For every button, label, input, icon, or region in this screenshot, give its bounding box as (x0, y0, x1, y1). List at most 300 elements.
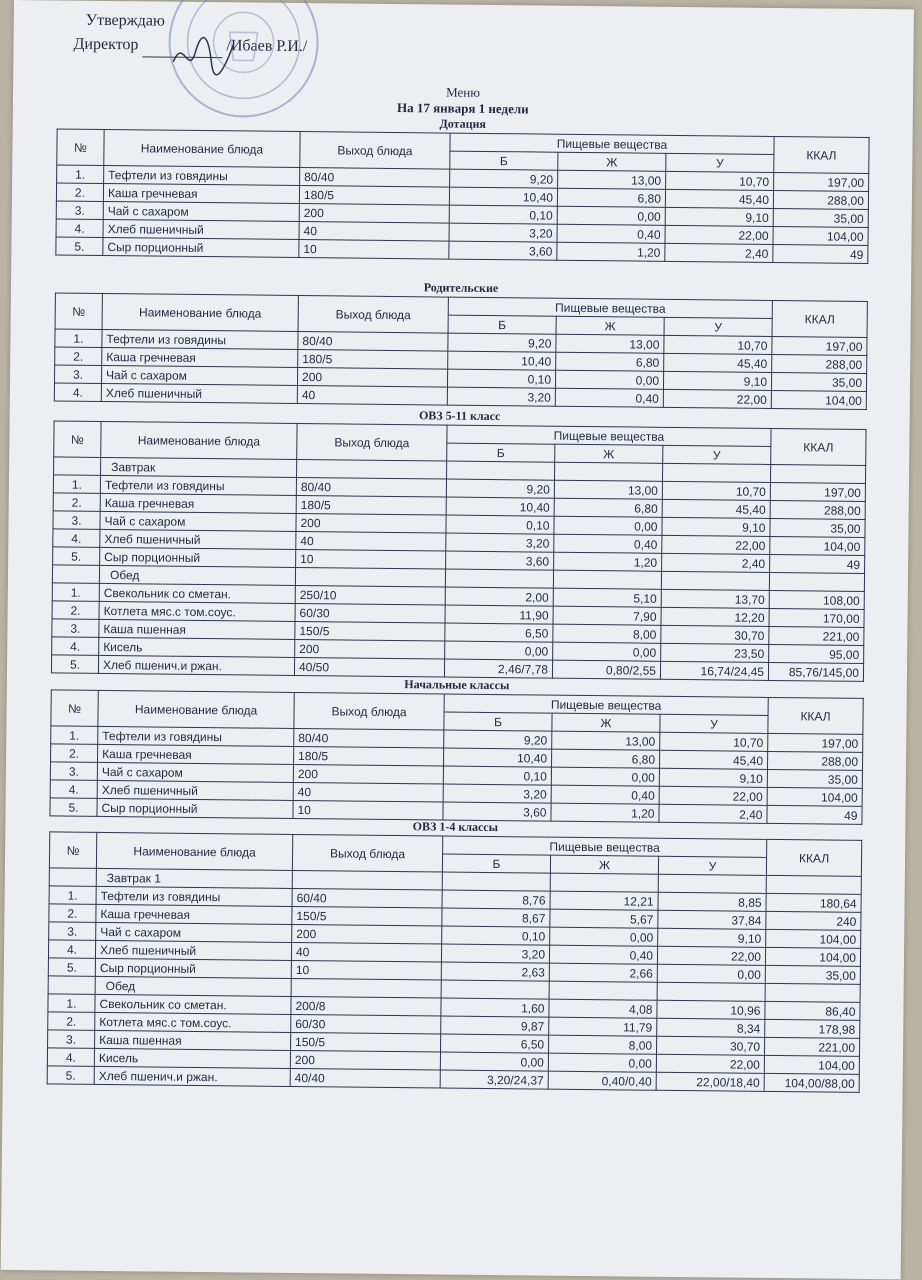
menu-table (55, 128, 869, 264)
section-title: Дотация (439, 116, 487, 131)
protein-value: 10,40 (448, 351, 556, 370)
dish-output: 80/40 (298, 331, 448, 351)
fat-value: 13,00 (558, 170, 666, 189)
section-title: ОВЗ 5-11 класс (418, 408, 501, 424)
protein-value: 2,63 (441, 962, 549, 981)
column-header-num: № (55, 293, 102, 329)
row-number: 2. (52, 601, 99, 619)
protein-value: 9,20 (444, 730, 552, 749)
fat-value: 0,40 (554, 534, 662, 553)
column-header-nutrients: Пищевые вещества (444, 694, 768, 715)
fat-value: 0,00 (551, 767, 659, 786)
row-number: 5. (53, 547, 100, 565)
protein-value: 2,46/7,78 (444, 659, 552, 678)
protein-value: 11,90 (445, 605, 553, 624)
dish-name: Тефтели из говядины (100, 475, 296, 495)
carb-value: 37,84 (658, 910, 766, 929)
protein-value: 0,10 (447, 369, 555, 388)
kcal-value: 288,00 (772, 354, 867, 373)
kcal-value: 104,00 (767, 787, 862, 806)
dish-output: 150/5 (291, 1032, 441, 1052)
carb-value: 10,70 (662, 481, 770, 500)
dish-output: 150/5 (292, 906, 442, 926)
column-header-output: Выход блюда (297, 423, 447, 461)
column-header-zh: Ж (556, 316, 664, 335)
dish-output: 60/30 (295, 603, 445, 623)
protein-value: 2,00 (445, 587, 553, 606)
row-number: 3. (50, 762, 97, 780)
dish-name: Каша пшенная (99, 619, 295, 639)
dish-name: Сыр порционный (95, 958, 291, 978)
empty-cell (658, 874, 766, 893)
carb-value: 45,40 (664, 353, 772, 372)
dish-name: Каша гречневая (96, 904, 292, 924)
carb-value: 9,10 (659, 768, 767, 787)
fat-value: 12,21 (550, 891, 658, 910)
column-header-name: Наименование блюда (101, 421, 297, 459)
protein-value: 8,76 (442, 890, 550, 909)
kcal-value: 35,00 (773, 208, 868, 227)
protein-value: 3,20 (446, 533, 554, 552)
dish-name: Кисель (94, 1048, 290, 1068)
column-header-u: У (666, 153, 774, 172)
dish-output: 10 (296, 549, 446, 569)
dish-name: Котлета мяс.с том.соус. (95, 1012, 291, 1032)
column-header-u: У (658, 856, 766, 875)
empty-cell (295, 567, 445, 587)
dish-output: 10 (291, 960, 441, 980)
empty-cell (662, 463, 770, 482)
column-header-output: Выход блюда (300, 132, 450, 170)
dish-name: Каша пшенная (95, 1030, 291, 1050)
protein-value: 10,40 (444, 748, 552, 767)
dish-name: Сыр порционный (100, 547, 296, 567)
row-number: 2. (48, 1012, 95, 1030)
row-number: 2. (53, 493, 100, 511)
dish-name: Хлеб пшеничный (103, 219, 299, 239)
carb-value: 30,70 (661, 625, 769, 644)
column-header-b: Б (444, 712, 552, 731)
dish-output: 60/30 (291, 1014, 441, 1034)
fat-value: 4,08 (549, 999, 657, 1018)
protein-value: 3,20 (443, 784, 551, 803)
kcal-value: 170,00 (769, 608, 864, 627)
carb-value: 30,70 (656, 1036, 764, 1055)
kcal-value: 197,00 (770, 482, 865, 501)
protein-value: 3,60 (446, 551, 554, 570)
signature-scribble (163, 32, 244, 83)
kcal-value: 104,00 (773, 226, 868, 245)
carb-value: 12,20 (661, 607, 769, 626)
dish-output: 180/5 (298, 349, 448, 369)
carb-value: 16,74/24,45 (660, 661, 768, 680)
kcal-value: 104,00 (764, 1055, 859, 1074)
column-header-output: Выход блюда (292, 834, 442, 872)
menu-table (54, 292, 868, 410)
dish-name: Хлеб пшеничный (101, 383, 297, 403)
dish-name: Хлеб пшенич.и ржан. (98, 655, 294, 675)
kcal-value: 104,00 (770, 536, 865, 555)
column-header-output: Выход блюда (298, 295, 448, 333)
column-header-kcal: ККАЛ (771, 428, 866, 465)
row-number: 2. (51, 744, 98, 762)
dish-output: 80/40 (300, 168, 450, 188)
empty-cell (291, 978, 441, 998)
column-header-kcal: ККАЛ (766, 839, 861, 876)
dish-name: Каша гречневая (102, 347, 298, 367)
section-title: ОВЗ 1-4 классы (412, 819, 499, 835)
empty-cell (445, 569, 553, 588)
row-number: 4. (56, 219, 103, 237)
row-number: 3. (48, 1030, 95, 1048)
fat-value: 6,80 (556, 352, 664, 371)
row-number: 4. (52, 637, 99, 655)
meal-subheader: Завтрак (101, 457, 297, 477)
carb-value: 8,85 (658, 892, 766, 911)
carb-value: 10,70 (664, 335, 772, 354)
empty-cell (555, 462, 663, 481)
carb-value: 10,70 (666, 171, 774, 190)
fat-value: 6,80 (551, 749, 659, 768)
empty-cell (549, 981, 657, 1000)
carb-value: 9,10 (658, 928, 766, 947)
empty-cell (766, 875, 861, 894)
column-header-zh: Ж (555, 444, 663, 463)
row-number: 5. (56, 237, 103, 255)
fat-value: 0,40 (555, 388, 663, 407)
row-number: 4. (53, 529, 100, 547)
dish-name: Кисель (99, 637, 295, 657)
fat-value: 6,80 (557, 188, 665, 207)
dish-name: Хлеб пшеничный (100, 529, 296, 549)
meal-subheader: Обед (99, 565, 295, 585)
column-header-output: Выход блюда (294, 692, 444, 730)
kcal-value: 35,00 (767, 769, 862, 788)
dish-name: Хлеб пшенич.и ржан. (94, 1066, 290, 1086)
dish-output: 180/5 (294, 746, 444, 766)
fat-value: 0,40/0,40 (548, 1071, 656, 1090)
dish-output: 200 (297, 367, 447, 387)
column-header-name: Наименование блюда (102, 293, 298, 331)
kcal-value: 221,00 (764, 1037, 859, 1056)
row-number: 3. (52, 619, 99, 637)
column-header-kcal: ККАЛ (772, 300, 867, 337)
dish-output: 200/8 (291, 996, 441, 1016)
fat-value: 0,80/2,55 (552, 660, 660, 679)
fat-value: 8,00 (553, 624, 661, 643)
kcal-value: 178,98 (765, 1019, 860, 1038)
protein-value: 3,60 (449, 241, 557, 260)
dish-name: Свекольник со сметан. (95, 994, 291, 1014)
kcal-value: 49 (770, 554, 865, 573)
column-header-nutrients: Пищевые вещества (443, 836, 767, 857)
dish-output: 200 (299, 203, 449, 223)
dish-output: 10 (293, 800, 443, 820)
dish-name: Хлеб пшеничный (97, 780, 293, 800)
fat-value: 1,20 (554, 552, 662, 571)
column-header-zh: Ж (558, 152, 666, 171)
carb-value: 2,40 (662, 553, 770, 572)
dish-output: 40 (299, 221, 449, 241)
column-header-u: У (663, 445, 771, 464)
menu-title: Меню (446, 84, 481, 100)
empty-cell (297, 459, 447, 479)
approve-label: Утверждаю (85, 11, 166, 30)
row-number: 1. (51, 726, 98, 744)
dish-name: Каша гречневая (98, 744, 294, 764)
protein-value: 0,10 (443, 766, 551, 785)
kcal-value: 288,00 (773, 190, 868, 209)
carb-value: 22,00/18,40 (656, 1072, 764, 1091)
dish-output: 180/5 (296, 495, 446, 515)
carb-value: 22,00 (665, 225, 773, 244)
menu-table (49, 689, 863, 825)
carb-value: 8,34 (657, 1018, 765, 1037)
protein-value: 3,20/24,37 (440, 1070, 548, 1089)
carb-value: 2,40 (659, 804, 767, 823)
carb-value: 22,00 (657, 946, 765, 965)
kcal-value: 35,00 (771, 372, 866, 391)
fat-value: 13,00 (554, 480, 662, 499)
row-number: 3. (49, 922, 96, 940)
carb-value: 9,10 (662, 517, 770, 536)
protein-value: 0,10 (449, 205, 557, 224)
dish-output: 150/5 (295, 621, 445, 641)
fat-value: 0,00 (557, 206, 665, 225)
protein-value: 1,60 (441, 998, 549, 1017)
kcal-value: 49 (767, 805, 862, 824)
protein-value: 0,00 (445, 641, 553, 660)
kcal-value: 180,64 (766, 893, 861, 912)
dish-output: 60/40 (292, 888, 442, 908)
dish-name: Чай с сахаром (100, 511, 296, 531)
row-number: 3. (56, 201, 103, 219)
dish-name: Тефтели из говядины (102, 329, 298, 349)
carb-value: 2,40 (665, 243, 773, 262)
carb-value: 45,40 (665, 189, 773, 208)
column-header-name: Наименование блюда (98, 690, 294, 728)
dish-output: 200 (290, 1050, 440, 1070)
protein-value: 3,20 (447, 387, 555, 406)
fat-value: 11,79 (549, 1017, 657, 1036)
dish-name: Свекольник со сметан. (99, 583, 295, 603)
protein-value: 10,40 (449, 187, 557, 206)
dish-output: 250/10 (295, 585, 445, 605)
empty-cell (769, 572, 864, 591)
carb-value: 9,10 (663, 371, 771, 390)
meal-subheader: Завтрак 1 (96, 868, 292, 888)
dish-output: 10 (299, 239, 449, 259)
kcal-value: 288,00 (770, 500, 865, 519)
row-number: 2. (49, 904, 96, 922)
carb-value: 0,00 (657, 964, 765, 983)
fat-value: 0,40 (551, 785, 659, 804)
document-page (1, 0, 914, 1279)
row-number: 1. (57, 165, 104, 183)
column-header-num: № (51, 690, 98, 726)
column-header-nutrients: Пищевые вещества (450, 133, 774, 154)
empty-cell (765, 983, 860, 1002)
fat-value: 0,40 (549, 945, 657, 964)
row-number: 4. (54, 383, 101, 401)
dish-name: Сыр порционный (103, 237, 299, 257)
kcal-value: 95,00 (769, 644, 864, 663)
dish-output: 200 (296, 513, 446, 533)
row-number: 1. (53, 475, 100, 493)
column-header-kcal: ККАЛ (774, 136, 869, 173)
kcal-value: 108,00 (769, 590, 864, 609)
kcal-value: 86,40 (765, 1001, 860, 1020)
fat-value: 13,00 (556, 334, 664, 353)
carb-value: 10,70 (660, 732, 768, 751)
carb-value: 22,00 (662, 535, 770, 554)
column-header-nutrients: Пищевые вещества (448, 297, 772, 318)
dish-output: 200 (293, 764, 443, 784)
director-label: Директор (73, 35, 139, 54)
column-header-b: Б (442, 854, 550, 873)
empty-cell (292, 870, 442, 890)
fat-value: 5,10 (553, 588, 661, 607)
protein-value: 6,50 (445, 623, 553, 642)
column-header-zh: Ж (550, 855, 658, 874)
fat-value: 5,67 (550, 909, 658, 928)
column-header-b: Б (448, 315, 556, 334)
dish-name: Тефтели из говядины (104, 165, 300, 185)
dish-output: 40 (291, 942, 441, 962)
protein-value: 9,20 (450, 169, 558, 188)
protein-value: 0,10 (446, 515, 554, 534)
row-number: 4. (47, 1048, 94, 1066)
protein-value: 3,20 (441, 944, 549, 963)
protein-value: 8,67 (442, 908, 550, 927)
column-header-name: Наименование блюда (104, 129, 300, 167)
dish-output: 200 (295, 639, 445, 659)
row-number (54, 457, 101, 475)
kcal-value: 85,76/145,00 (768, 662, 863, 681)
protein-value: 9,20 (446, 479, 554, 498)
section-title: Родительские (423, 280, 499, 296)
fat-value: 0,00 (550, 927, 658, 946)
dish-output: 40/40 (290, 1068, 440, 1088)
dish-name: Чай с сахаром (103, 201, 299, 221)
kcal-value: 197,00 (772, 336, 867, 355)
column-header-name: Наименование блюда (96, 832, 292, 870)
row-number (52, 565, 99, 583)
protein-value: 6,50 (441, 1034, 549, 1053)
column-header-u: У (664, 317, 772, 336)
column-header-num: № (49, 832, 96, 868)
row-number: 1. (49, 886, 96, 904)
protein-value: 0,10 (442, 926, 550, 945)
column-header-num: № (57, 129, 104, 165)
meal-subheader: Обед (95, 976, 291, 996)
row-number: 5. (48, 958, 95, 976)
fat-value: 13,00 (552, 731, 660, 750)
row-number: 3. (54, 365, 101, 383)
column-header-u: У (660, 714, 768, 733)
empty-cell (441, 980, 549, 999)
carb-value: 9,10 (665, 207, 773, 226)
fat-value: 6,80 (554, 498, 662, 517)
row-number: 4. (48, 940, 95, 958)
empty-cell (661, 571, 769, 590)
dish-output: 40 (296, 531, 446, 551)
fat-value: 0,40 (557, 224, 665, 243)
protein-value: 9,87 (441, 1016, 549, 1035)
kcal-value: 35,00 (770, 518, 865, 537)
empty-cell (442, 872, 550, 891)
column-header-b: Б (447, 443, 555, 462)
dish-output: 80/40 (294, 728, 444, 748)
dish-name: Тефтели из говядины (96, 886, 292, 906)
carb-value: 23,50 (661, 643, 769, 662)
fat-value: 2,66 (549, 963, 657, 982)
dish-name: Каша гречневая (100, 493, 296, 513)
dish-name: Чай с сахаром (97, 762, 293, 782)
kcal-value: 197,00 (768, 733, 863, 752)
protein-value: 10,40 (446, 497, 554, 516)
dish-name: Тефтели из говядины (98, 726, 294, 746)
dish-output: 200 (292, 924, 442, 944)
empty-cell (550, 873, 658, 892)
row-number: 5. (51, 655, 98, 673)
protein-value: 3,60 (443, 802, 551, 821)
protein-value: 0,00 (440, 1052, 548, 1071)
fat-value: 8,00 (549, 1035, 657, 1054)
fat-value: 1,20 (557, 242, 665, 261)
section-title: Начальные классы (404, 677, 510, 693)
dish-name: Сыр порционный (97, 798, 293, 818)
column-header-kcal: ККАЛ (768, 697, 863, 734)
menu-table (47, 831, 863, 1092)
fat-value: 1,20 (551, 803, 659, 822)
carb-value: 22,00 (663, 389, 771, 408)
kcal-value: 104,00 (766, 929, 861, 948)
empty-cell (657, 982, 765, 1001)
dish-name: Чай с сахаром (101, 365, 297, 385)
row-number (48, 976, 95, 994)
column-header-zh: Ж (552, 713, 660, 732)
kcal-value: 221,00 (769, 626, 864, 645)
row-number: 5. (50, 798, 97, 816)
carb-value: 45,40 (659, 750, 767, 769)
kcal-value: 104,00 (771, 390, 866, 409)
column-header-num: № (54, 421, 101, 457)
kcal-value: 240 (766, 911, 861, 930)
fat-value: 0,00 (548, 1053, 656, 1072)
row-number: 1. (55, 329, 102, 347)
menu-date: На 17 января 1 недели (396, 100, 529, 117)
carb-value: 22,00 (659, 786, 767, 805)
column-header-nutrients: Пищевые вещества (447, 425, 771, 446)
kcal-value: 104,00/88,00 (764, 1073, 859, 1092)
empty-cell (770, 464, 865, 483)
kcal-value: 35,00 (765, 965, 860, 984)
dish-output: 40 (293, 782, 443, 802)
kcal-value: 197,00 (774, 172, 869, 191)
fat-value: 0,00 (554, 516, 662, 535)
carb-value: 13,70 (661, 589, 769, 608)
dish-name: Хлеб пшеничный (95, 940, 291, 960)
empty-cell (447, 461, 555, 480)
carb-value: 22,00 (656, 1054, 764, 1073)
row-number: 4. (50, 780, 97, 798)
row-number: 1. (52, 583, 99, 601)
kcal-value: 49 (773, 244, 868, 263)
row-number: 3. (53, 511, 100, 529)
row-number: 2. (56, 183, 103, 201)
row-number: 5. (47, 1066, 94, 1084)
